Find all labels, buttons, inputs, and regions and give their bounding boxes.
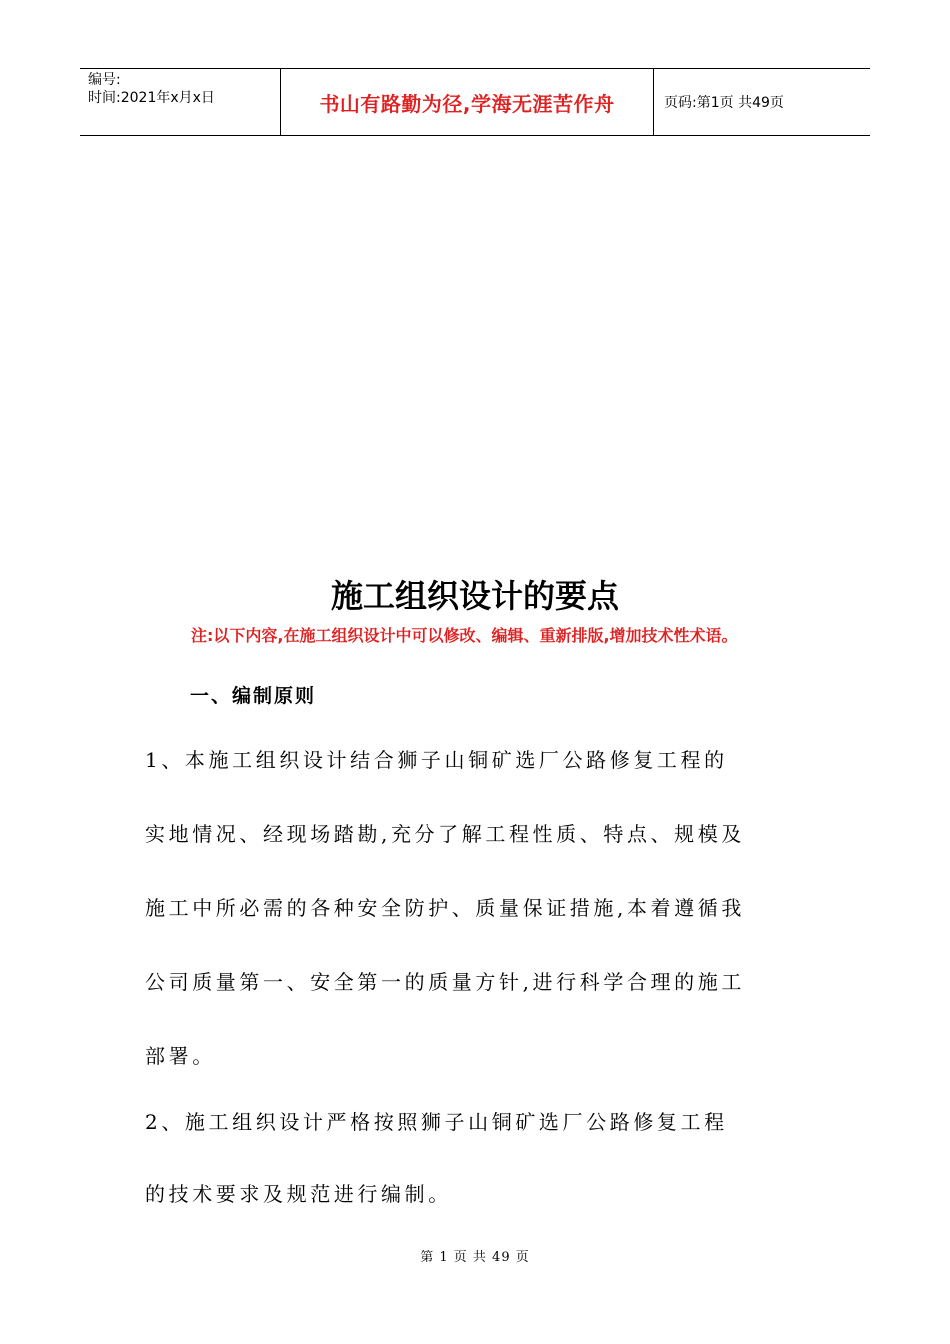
paragraph2-line2: 的技术要求及规范进行编制。 [145,1182,452,1206]
section-heading: 一、编制原则 [190,685,317,707]
paragraph1-line1: 1、本施工组织设计结合狮子山铜矿选厂公路修复工程的 [145,748,728,772]
paragraph1-line3: 施工中所必需的各种安全防护、质量保证措施,本着遵循我 [145,896,745,920]
paragraph1-line5: 部署。 [145,1044,216,1068]
editing-note: 注:以下内容,在施工组织设计中可以修改、编辑、重新排版,增加技术性术语。 [191,626,738,645]
header-motto: 书山有路勤为径,学海无涯苦作舟 [281,69,654,135]
header-page-info: 页码:第1页 共49页 [664,95,784,111]
time-label: 时间:2021年x月x日 [88,90,215,106]
number-label: 编号: [88,72,121,88]
document-title: 施工组织设计的要点 [330,577,619,615]
paragraph1-line4: 公司质量第一、安全第一的质量方针,进行科学合理的施工 [145,970,745,994]
paragraph1-line2: 实地情况、经现场踏勘,充分了解工程性质、特点、规模及 [145,822,745,846]
page-header [80,68,870,136]
paragraph2-line1: 2、施工组织设计严格按照狮子山铜矿选厂公路修复工程 [145,1110,728,1134]
page-footer: 第 1 页 共 49 页 [420,1250,530,1265]
header-meta [80,69,281,135]
